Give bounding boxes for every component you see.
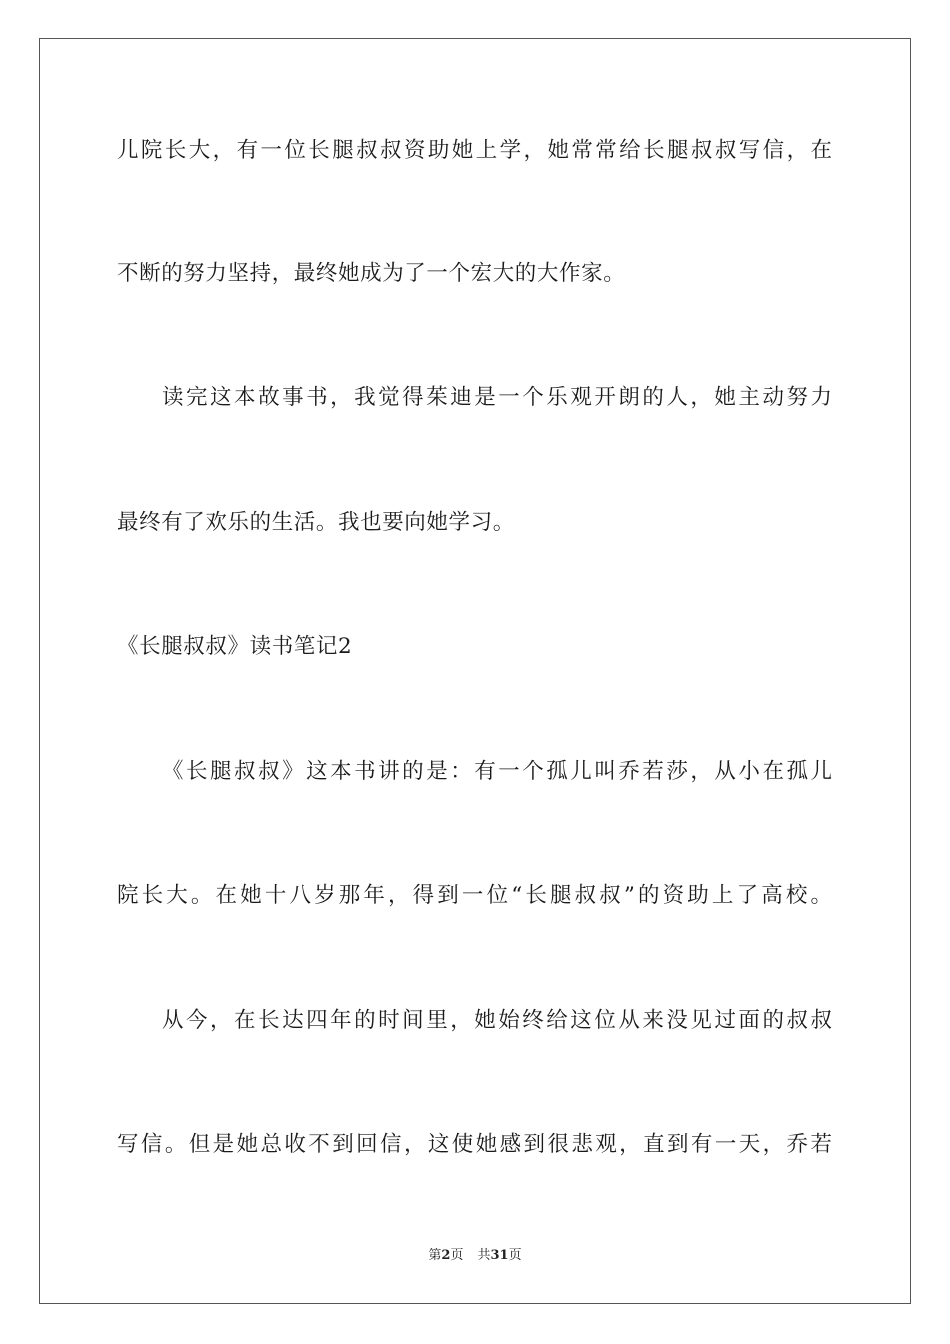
section-heading: 《长腿叔叔》读书笔记2 (117, 634, 353, 659)
total-pages: 31 (490, 1248, 509, 1263)
body-line-7: 从今，在长达四年的时间里，她始终给这位从来没见过面的叔叔 (162, 1008, 832, 1033)
page-suffix: 页 (450, 1248, 464, 1263)
body-line-6: 院长大。在她十八岁那年，得到一位“长腿叔叔”的资助上了高校。 (117, 883, 832, 908)
body-line-4: 最终有了欢乐的生活。我也要向她学习。 (117, 510, 515, 535)
total-prefix: 共 (477, 1248, 491, 1263)
body-line-5: 《长腿叔叔》这本书讲的是：有一个孤儿叫乔若莎，从小在孤儿 (162, 759, 832, 784)
body-line-1: 儿院长大，有一位长腿叔叔资助她上学，她常常给长腿叔叔写信，在 (117, 138, 832, 163)
page-number: 2 (441, 1248, 451, 1263)
page-footer (0, 1246, 950, 1266)
page-border (39, 38, 911, 1304)
body-line-2: 不断的努力坚持，最终她成为了一个宏大的大作家。 (117, 261, 626, 286)
body-line-3: 读完这本故事书，我觉得茱迪是一个乐观开朗的人，她主动努力 (162, 385, 832, 410)
body-line-8: 写信。但是她总收不到回信，这使她感到很悲观，直到有一天，乔若 (117, 1132, 832, 1157)
total-suffix: 页 (508, 1248, 522, 1263)
page-prefix: 第 (428, 1248, 442, 1263)
